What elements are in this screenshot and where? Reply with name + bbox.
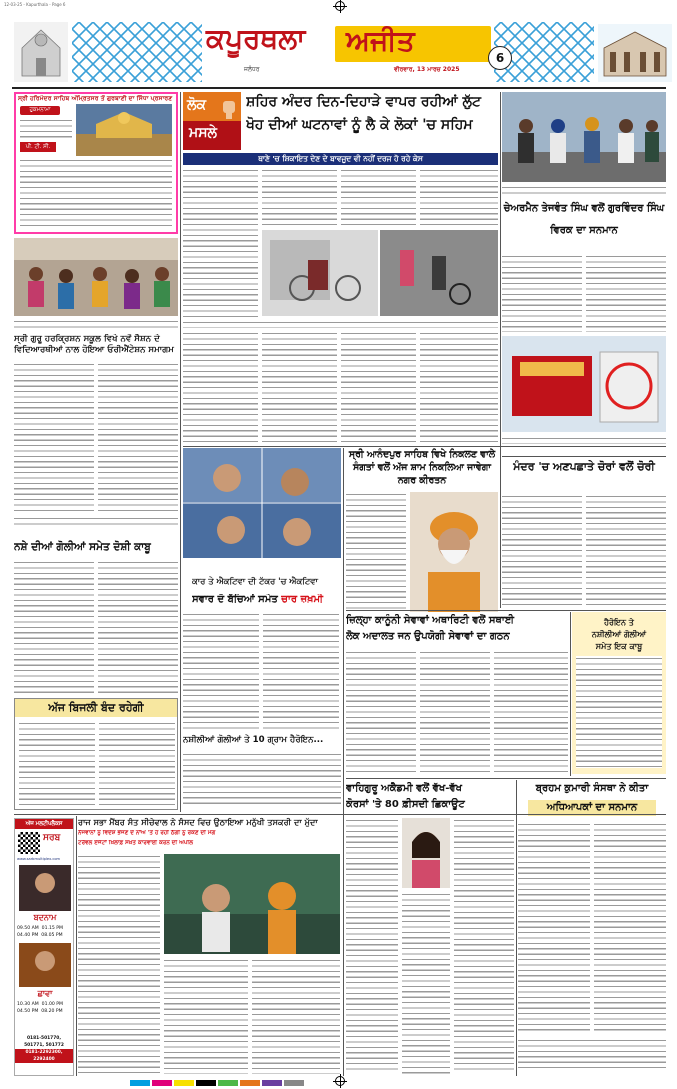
brahma-col1 (518, 822, 590, 1032)
page-number (488, 46, 512, 70)
ptc-box (14, 92, 178, 234)
showtime: 10.30 AM (17, 1002, 39, 1007)
registration-mark-icon (335, 1, 345, 11)
fist-icon (219, 95, 239, 119)
cinema-phones (15, 1035, 73, 1063)
honour-title: ਚੇਅਰਮੈਨ ਤੇਜਵੰਤ ਸਿੰਘ ਵਲੋਂ ਗੁਰਵਿੰਦਰ ਸਿੰਘ ਵਿਰਕ ਦਾ ਸਨਮਾਨ (503, 203, 665, 236)
honour-ceremony-photo (502, 92, 666, 182)
waheguru-col2 (402, 892, 450, 1074)
golden-temple-photo (76, 104, 172, 156)
showtimes-2 (17, 1001, 73, 1015)
legal-col1 (346, 650, 416, 774)
hukamnama-badge-text: ਹੁਕਮਨਾਮਾ (29, 107, 51, 113)
accident-headline-row (192, 594, 342, 605)
power-cut-box (14, 698, 178, 810)
school-photo-caption (14, 319, 178, 331)
lok-label: ਲੋਕ (187, 97, 207, 113)
showtime: 01.00 PM (41, 1002, 63, 1007)
qr-code (18, 832, 40, 854)
accident-kicker: ਕਾਰ ਤੇ ਐਕਟਿਵਾ ਦੀ ਟੱਕਰ 'ਚ ਐਕਟਿਵਾ (192, 576, 318, 586)
showtimes-1 (17, 925, 73, 939)
drugs-2-body (183, 752, 341, 806)
movie-title-1: ਬਦਨਾਮ (33, 913, 57, 922)
honour-col1 (502, 254, 582, 332)
lok-masle-badge (183, 92, 241, 150)
ptc-badge (20, 142, 56, 152)
rajya-sabha-sub-1: ਨੌਜਵਾਨਾਂ ਨੂੰ ਵਿਦੇਸ਼ ਭੇਜਣ ਦੇ ਨਾਂਅ 'ਤੇ ਹੋ ਰਹੀ ਠੱਗੀ ਨੂੰ ਰੋਕਣ ਦੀ ਮੰਗ (78, 830, 216, 836)
drugs-2-headline: ਨਸ਼ੀਲੀਆਂ ਗੋਲੀਆਂ ਤੇ 10 ਗ੍ਰਾਮ ਹੈਰੋਇਨ... (183, 735, 324, 745)
movie-title-2: ਛਾਵਾ (37, 989, 53, 998)
showtime: 04.50 PM (17, 1009, 39, 1014)
phone-line-3: 0181-2292300, 2292400 (15, 1049, 73, 1063)
waheguru-col3 (454, 818, 514, 1074)
heroin-body (576, 656, 662, 768)
lok-masle-headline-2: ਖੋਹ ਦੀਆਂ ਘਟਨਾਵਾਂ ਨੂੰ ਲੈ ਕੇ ਲੋਕਾਂ 'ਚ ਸਹਿਮ (246, 117, 473, 133)
lok-masle-col5 (262, 331, 337, 443)
temple-theft-col1 (502, 494, 582, 606)
ptc-badge-text: ਪੀ. ਟੀ. ਸੀ. (25, 144, 51, 150)
phone-line-2: 501771, 501772 (24, 1043, 64, 1048)
rajya-sabha-col3 (252, 958, 340, 1074)
academy-student-photo (402, 818, 450, 888)
rajya-sabha-sub-2: ਟਰੈਵਲ ਏਜੰਟਾਂ ਖ਼ਿਲਾਫ਼ ਸਖ਼ਤ ਕਾਰਵਾਈ ਕਰਨ ਦੀ ਅਪੀਲ (78, 840, 194, 846)
ptc-intro-text (20, 118, 72, 138)
injured-children-photo (183, 448, 341, 558)
lok-masle-col6 (341, 331, 416, 443)
decorative-pattern-left (72, 22, 202, 82)
legal-headline-2: ਲੋਕ ਅਦਾਲਤ ਜਨ ਉਪਯੋਗੀ ਸੇਵਾਵਾਂ ਦਾ ਗਠਨ (346, 631, 510, 642)
lok-masle-col2 (262, 168, 337, 226)
parliament-photo (164, 854, 340, 954)
legal-col3 (494, 650, 568, 774)
lok-masle-subhead-band (183, 153, 498, 165)
school-event-photo (14, 238, 178, 316)
honour-photo-caption (502, 185, 666, 195)
cinema-brand: ਸਰਬ (43, 833, 61, 843)
temple-theft-col2 (586, 494, 666, 606)
temple-illustration-icon (12, 18, 70, 84)
heritage-building-icon (598, 18, 672, 84)
power-cut-col1 (19, 721, 95, 805)
showtime: 08.20 PM (41, 1009, 63, 1014)
phone-line-1: 0181-501770, (26, 1036, 62, 1041)
power-cut-col2 (99, 721, 175, 805)
drugs-headline-1: ਨਸ਼ੇ ਦੀਆਂ ਗੋਲੀਆਂ ਸਮੇਤ ਦੋਸ਼ੀ ਕਾਬੂ (14, 541, 151, 553)
lok-masle-col3 (341, 168, 416, 226)
lok-masle-headline-1: ਸ਼ਹਿਰ ਅੰਦਰ ਦਿਨ-ਦਿਹਾੜੇ ਵਾਪਰ ਰਹੀਆਂ ਲੁੱਟ (246, 94, 481, 110)
cinema-banner-text: ਅੱਜ ਮਲਟੀਪਲੈਕਸ (25, 821, 63, 827)
legal-box (346, 612, 568, 776)
cctv-photo-right (380, 230, 498, 316)
cctv-photo-left (262, 230, 378, 316)
legal-headline-1: ਜ਼ਿਲ੍ਹਾ ਕਾਨੂੰਨੀ ਸੇਵਾਵਾਂ ਅਥਾਰਿਟੀ ਵਲੋਂ ਸਥਾਈ (346, 615, 515, 626)
ptc-title: ਸ੍ਰੀ ਹਰਿਮੰਦਰ ਸਾਹਿਬ ਅੰਮ੍ਰਿਤਸਰ ਤੋਂ ਗੁਰਬਾਣੀ ਦਾ ਸਿੱਧਾ ਪ੍ਰਸਾਰਣ (18, 95, 173, 102)
drugs-col1 (14, 560, 94, 694)
cinema-website[interactable]: www.sarbmultiplex.com (17, 857, 61, 861)
power-cut-headline: ਅੱਜ ਬਿਜਲੀ ਬੰਦ ਰਹੇਗੀ (15, 699, 177, 717)
heroin-headline-3: ਸਮੇਤ ਇਕ ਕਾਬੂ (595, 642, 643, 651)
masthead-title-right: ਅਜੀਤ (346, 24, 415, 57)
lok-masle-col1 (183, 168, 258, 318)
drugs-caption (14, 516, 178, 528)
masthead-title-left: ਕਪੂਰਥਲਾ (206, 22, 306, 55)
accident-col2 (263, 612, 339, 730)
heroin-headline-1: ਹੈਰੋਇਨ ਤੇ (604, 618, 634, 627)
sant-portrait-photo (410, 492, 498, 612)
page-number-text: 6 (495, 51, 505, 65)
drugs-col2 (98, 560, 178, 694)
waheguru-headline-1: ਵਾਹਿਗੁਰੂ ਅਕੈਡਮੀ ਵਲੋਂ ਵੱਖ-ਵੱਖ (346, 783, 462, 794)
lok-masle-col7 (420, 331, 498, 443)
brahma-headline-1: ਬ੍ਰਹਮ ਕੁਮਾਰੀ ਸੰਸਥਾ ਨੇ ਕੀਤਾ (535, 783, 649, 794)
legal-col2 (420, 650, 490, 774)
showtime: 09.50 AM (17, 926, 39, 931)
waheguru-col1 (346, 818, 398, 1074)
brahma-headline-2: ਅਧਿਆਪਕਾਂ ਦਾ ਸਨਮਾਨ (546, 802, 638, 813)
print-color-bar (130, 1080, 550, 1088)
rajya-sabha-col1 (78, 854, 160, 1074)
cinema-banner (15, 819, 73, 829)
cinema-ad (14, 818, 74, 1076)
rajya-sabha-col2 (164, 958, 248, 1074)
school-story-col2 (98, 362, 178, 512)
editor-imprint (518, 1038, 666, 1068)
rajya-sabha-headline: ਰਾਜ ਸਭਾ ਮੈਂਬਰ ਸੰਤ ਸੀਚੇਵਾਲ ਨੇ ਸੰਸਦ ਵਿਚ ਉਠਾਇਆ ਮਨੁੱਖੀ ਤਸਕਰੀ ਦਾ ਮੁੱਦਾ (78, 817, 318, 827)
issue-date: ਵੀਰਵਾਰ, 13 ਮਾਰਚ 2025 (394, 66, 460, 73)
accident-headline-red: ਚਾਰ ਜ਼ਖ਼ਮੀ (281, 594, 324, 605)
lok-masle-col4 (420, 168, 498, 226)
masle-label: ਮਸਲੇ (189, 125, 217, 141)
masthead (12, 18, 672, 86)
heroin-box (572, 612, 666, 774)
movie-poster-badnaam (19, 865, 71, 911)
showtime: 01.15 PM (41, 926, 63, 931)
cctv-photo-caption (183, 320, 498, 328)
lok-masle-subhead: ਥਾਣੇ 'ਚ ਸ਼ਿਕਾਇਤ ਦੇਣ ਦੇ ਬਾਵਜੂਦ ਵੀ ਨਹੀਂ ਦਰਜ ਹੋ ਰਹੇ ਕੇਸ (258, 154, 423, 163)
heroin-headline-2: ਨਸ਼ੀਲੀਆਂ ਗੋਲੀਆਂ (591, 630, 647, 639)
accident-col1 (183, 612, 259, 730)
kirtan-title: ਸ੍ਰੀ ਆਨੰਦਪੁਰ ਸਾਹਿਬ ਵਿਖੇ ਨਿਕਲਣ ਵਾਲੇ ਸੰਗਤਾਂ ਵਲੋਂ ਅੱਜ ਸ਼ਾਮ ਨਿਕਲਿਆ ਜਾਵੇਗਾ ਨਗਰ ਕੀਰਤਨ (348, 449, 496, 486)
temple-photo-caption (502, 436, 666, 444)
showtime: 04.40 PM (17, 933, 39, 938)
temple-theft-photo (502, 336, 666, 432)
brahma-box (518, 780, 666, 1076)
hukamnama-badge (20, 106, 60, 115)
school-story-col1 (14, 362, 94, 512)
accident-headline: ਸਵਾਰ ਦੋ ਬੱਚਿਆਂ ਸਮੇਤ (192, 594, 278, 605)
honour-col2 (586, 254, 666, 332)
kirtan-body (346, 492, 406, 612)
masthead-subtitle: ਜਲੰਧਰ (244, 66, 260, 73)
brahma-col2 (594, 822, 666, 1032)
ptc-schedule-text (20, 158, 172, 230)
lok-masle-col8 (183, 331, 258, 443)
school-story-title: ਸ੍ਰੀ ਗੁਰੂ ਹਰਕ੍ਰਿਸ਼ਨ ਸਕੂਲ ਵਿਖੇ ਨਵੇਂ ਸੈਸ਼ਨ ਦੇ ਵਿਦਿਆਰਥੀਆਂ ਨਾਲ ਹੋਇਆ ਓਰੀਐਂਟੇਸ਼ਨ ਸਮਾਗਮ (14, 334, 174, 355)
movie-poster-chhaava (19, 943, 71, 987)
print-slug: 12-03-25 - Kapurthala - Page 6 (4, 2, 66, 7)
temple-theft-headline: ਮੰਦਰ 'ਚ ਅਣਪਛਾਤੇ ਚੋਰਾਂ ਵਲੋਂ ਚੋਰੀ (513, 460, 655, 473)
waheguru-headline-2: ਕੋਰਸਾਂ 'ਤੇ 80 ਫ਼ੀਸਦੀ ਛਿਕਾਊਟ (346, 799, 465, 810)
showtime: 08.05 PM (41, 933, 63, 938)
